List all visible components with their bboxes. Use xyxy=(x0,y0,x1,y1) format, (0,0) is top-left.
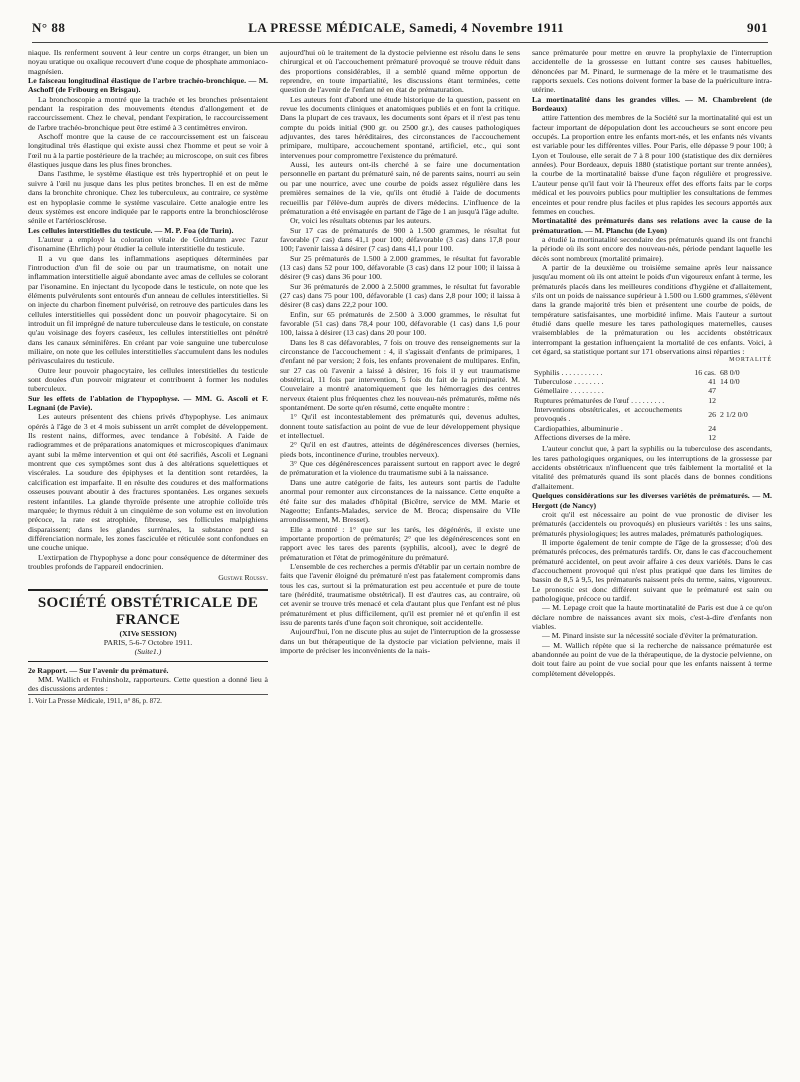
section-title: Sur les effets de l'ablation de l'hypophyse. — MM. G. Ascoli et F. Legnani (de Pavie). xyxy=(28,393,268,413)
society-heading-box xyxy=(28,589,268,662)
mortality-rate xyxy=(718,433,772,442)
paragraph: Dans l'asthme, le système élastique est très hypertrophié et on peut le suivre à l'œil nu jusque dans les plus petites bronches. Il en est de même dans la bronchite chronique. Chez les tuberculeux, au contraire, ce système est en hypoplasie comme le système vasculaire. Cette analogie entre les deux systèmes est encore indiquée par le rapports entre la bronchiosclérose sénile et l'artériosclérose. xyxy=(28,169,268,226)
paragraph: L'auteur a employé la coloration vitale de Goldmann avec l'azur d'isonamine (Ehrlich) pour étudier la cellule interstitielle du testicule. xyxy=(28,234,268,254)
paragraph: Sur 36 prématurés de 2.000 à 2.5000 grammes, le résultat fut favorable (27 cas) dans 75 pour 100, défavorable (1 cas) dans 2,8 pour 100; il laissa à désirer (8 cas) dans 22,2 pour 100. xyxy=(280,281,520,310)
cause-label: Tuberculose . . . . . . . . xyxy=(534,377,604,387)
table-row xyxy=(532,396,772,405)
mortality-rate xyxy=(718,396,772,405)
paragraph: L'auteur conclut que, à part la syphilis ou la tuberculose des ascendants, les tares pathologiques organiques, ou les interruptions de la grossesse par accidents obstétricaux n'influencent que très faiblement la mortalité et la vitalité des prématurés quand ils sont placés dans de bonnes conditions d'allaitement. xyxy=(532,444,772,491)
paragraph: Or, voici les résultats obtenus par les auteurs. xyxy=(290,216,432,226)
paragraph: Les auteurs présentent des chiens privés d'hypophyse. Les animaux opérés à l'âge de 3 et 4 mois subissent un arrêt complet de développement. Ils restent nains, difformes, avec tendance à l'obésité. A l'aide de radiogrammes et de préparations anatomiques et microscopiques d'animaux ayant subi la même intervention et qui ont été sacrifiés, Ascoli et Legnani montrent que ces symptômes sont dus à des altérations squelettiques et viscérales. La soudure des épiphyses et la dentition sont retardées, la calcification est imparfaite. Il en résulte des coudures et des malformations osseuses pouvant aboutir à des fractures spontanées. Les organes sexuels restent infantiles. La glande thyroïde présente une atrophie colloïde très marquée; le thymus réduit à un cinquième de son volume est en involution précoce, la rate est atrophiée, fibreuse, ses follicules malpighiens disparaissent; dans les glandes surrénales, la substance perd sa différenciation normale, les zones fasciculée et réticulée sont confondues en une couche unique. xyxy=(28,412,268,553)
table-row xyxy=(532,386,772,395)
paragraph: croit qu'il est nécessaire au point de vue pronostic de diviser les prématurés (accidentels ou provoqués) en plusieurs variétés : les uns sains, prématurés physiologiques; les autres malades, prématurés pathologiques. xyxy=(532,509,772,538)
journal-title: LA PRESSE MÉDICALE, Samedi, 4 Novembre 1911 xyxy=(248,20,565,35)
section-title: Les cellules interstitielles du testicule. — M. P. Foa (de Turin). xyxy=(28,225,234,235)
paragraph: Il importe également de tenir compte de l'âge de la grossesse; d'où des prématurés précoces, des prématurés tardifs. Or, dans le cas d'accouchement prématuré accidentel, on peut avoir affaire à ces deux variétés. Dans le cas d'accouchement provoqué qui n'est plus pratiqué que dans les limites de bassin de 8,5 à 9,5, les prématurés naissent près du terme, sains, vigoureux. Le pronostic est donc différent suivant que le prématuré est sain ou pathologique, précoce ou tardif. xyxy=(532,537,772,603)
column-1 xyxy=(28,48,268,1062)
case-count: 12 xyxy=(708,395,716,405)
paragraph: Les auteurs font d'abord une étude historique de la question, passent en revue les documents cliniques et anatomiques publiés et en font la critique. Dans la plupart de ces travaux, les documents sont épars et il n'est pas tenu compte du poids initial (900 gr. ou 2500 gr.), des causes pathologiques adjuvantes, des tares héréditaires, des circonstances de l'accouchement primipare, multipare, accouchement spontané, artificiel, etc., qui sont intervenues pour compromettre l'existence du prématuré. xyxy=(280,94,520,160)
paragraph: 3° Que ces dégénérescences paraissent surtout en rapport avec le degré de prématuration et la violence du traumatisme subi à la naissance. xyxy=(280,459,520,478)
paragraph: niaque. Ils renferment souvent à leur centre un corps étranger, un bien un noyau uratique ou oxalique recouvert d'une coque de phosphate ammoniaco-magnésien. xyxy=(28,48,268,76)
paragraph: — M. Wallich répète que si la recherche de naissance prématurée est abandonnée au point de vue de la thérapeutique, de la dystocie pelvienne, on doit tout faire au point de vue social pour que les enfants naissent à terme complètement développés. xyxy=(532,640,772,678)
mortality-table xyxy=(532,368,772,443)
article-columns xyxy=(28,48,772,1062)
paragraph: — M. Pinard insiste sur la nécessité sociale d'éviter la prématuration. xyxy=(542,631,758,641)
paragraph: — M. Lepage croit que la haute mortinatalité de Paris est due à ce qu'on déclare nombre de naissances avant six mois, c'est-à-dire d'enfants non viables. xyxy=(532,603,772,631)
column-2 xyxy=(280,48,520,1062)
session-label: (XIVe SESSION) xyxy=(119,628,177,638)
paragraph: 1° Qu'il est incontestablement des prématurés qui, devenus adultes, donnent toute satisfaction au point de vue de leur développement physique et intellectuel. xyxy=(280,412,520,441)
paragraph: Enfin, sur 65 prématurés de 2.500 à 3.000 grammes, le résultat fut favorable (51 cas) dans 78,4 pour 100, défavorable (1 cas) dans 1,6 pour 100, laissa à désirer (13 cas) dans 20 pour 100. xyxy=(280,309,520,338)
case-count: 16 cas. xyxy=(694,367,716,377)
paragraph: Aschoff montre que la cause de ce raccourcissement est un faisceau longitudinal très élastique qui existe aussi chez l'homme et peut se voir à l'œil nu à la partie postérieure de la trachée; au microscope, on suit ces fibres élastiques jusque dans les plus fines bronches. xyxy=(28,132,268,170)
paragraph: Sur 17 cas de prématurés de 900 à 1.500 grammes, le résultat fut favorable (7 cas) dans 41,1 pour 100; défavorable (3 cas) dans 17,8 pour 100; l'avenir laissa à désirer (7 cas) dans 41,1 pour 100. xyxy=(280,225,520,254)
society-title: SOCIÉTÉ OBSTÉTRICALE DE FRANCE xyxy=(37,594,259,628)
paragraph: 2° Qu'il en est d'autres, atteints de dégénérescences diverses (hernies, pieds bots, incontinence d'urine, troubles nerveux). xyxy=(280,440,520,459)
paragraph: Aujourd'hui, l'on ne discute plus au sujet de l'interruption de la grossesse dans un but thérapeutique de la dystocie par viciation pelvienne, mais il importe de préciser les inconvénients de la nais- xyxy=(280,627,520,655)
cause-label: Syphilis . . . . . . . . . . . xyxy=(534,367,603,377)
paragraph: Sur 25 prématurés de 1.500 à 2.000 grammes, le résultat fut favorable (13 cas) dans 52 pour 100, défavorable (3 cas) dans 12 pour 100; il laissa à désirer (9 cas) dans 36 pour 100. xyxy=(280,253,520,282)
paragraph: Il a vu que dans les inflammations aseptiques déterminées par l'introduction d'un fil de soie ou par un traumatisme, on notait une inflammation interstitielle aiguë abondante avec amas de cellules se colorant par l'isonamine. En injectant du lycopode dans le testicule, on note que les éléments pulvérulents sont entourés d'un anneau de cellules interstitielles. Si on injecte du charbon finement pulvérisé, on retrouve des particules dans les cellules interstitielles qui possèdent donc un pouvoir phagocytaire. Si on introduit un fil imprégné de nature tuberculeuse dans le testicule, on constate qu'au voisinage des foyers caséeux, les cellules interstitielles ont pénétré dans les canaux séminifères. En créant par voie sanguine une tuberculose miliaire, on note que les cellules interstitielles s'accumulent dans les nodules périvasculaires du testicule. xyxy=(28,253,268,366)
case-count: 24 xyxy=(708,423,716,433)
paragraph: Dans une autre catégorie de faits, les auteurs sont partis de l'adulte anormal pour remonter aux circonstances de la naissance. Cette enquête a été faite sur des malades d'hôpital (Bicêtre, service de MM. Marie et Nageotte; Enfants-Malades, service de M. Broca; dispensaire du VIIe arrondissement, M. Bresset). xyxy=(280,477,520,525)
table-row xyxy=(532,377,772,386)
page-header xyxy=(32,20,768,43)
cause-label: Cardiopathies, albuminurie . xyxy=(534,423,623,433)
mortality-rate: 2 1/2 0/0 xyxy=(720,409,748,419)
suite-label: (Suite1.) xyxy=(134,647,162,657)
section-title: La mortinatalité dans les grandes villes. — M. Chambrelent (de Bordeaux) xyxy=(532,94,772,114)
paragraph: Outre leur pouvoir phagocytaire, les cellules interstitielles du testicule sont douées d'un pouvoir migrateur et contribuent à former les nodules tuberculeux. xyxy=(28,365,268,394)
paragraph: Dans les 8 cas défavorables, 7 fois on trouve des renseignements sur la circonstance de l'accouchement : 4, il s'agissait d'enfants de primipares, 1 d'enfant né par version; 2 fois, les enfants provenaient de multipares. Enfin, sur 27 cas où l'avenir a laissé à désirer, 16 fois il y eut traumatisme obstétrical, 11 fois par intervention, 5 fois du fait de la primiparité. M. Couvelaire a montré anatomiquement que les hémorragies des centres nerveux étaient plus fréquentes chez les nouveau-nés prématurés, même nés spontanément. De sorte qu'en résumé, cette enquête montre : xyxy=(280,337,520,413)
paragraph: a étudié la mortinatalité secondaire des prématurés quand ils ont franchi la période où ils sont encore des nouveau-nés, période pendant laquelle les décès sont nombreux (mortalité primaire). xyxy=(532,234,772,263)
author-signature: Gustave Roussy. xyxy=(218,573,268,583)
paragraph: Elle a montré : 1° que sur les tarés, les dégénérés, il existe une importante proportion de prématurés; 2° que les dégénérescences sont en rapport avec les tares des parents (syphilis, alcool), avec le degré de prématuration et l'état de primogéniture du prématuré. xyxy=(280,524,520,562)
table-row xyxy=(532,368,772,377)
paragraph: L'extirpation de l'hypophyse a donc pour conséquence de déterminer des troubles profonds de l'appareil endocrinien. xyxy=(28,552,268,571)
mortality-rate xyxy=(718,424,772,433)
table-row xyxy=(532,424,772,433)
case-count: 12 xyxy=(708,433,716,443)
paragraph: attire l'attention des membres de la Société sur la mortinatalité qui est un facteur important de dépopulation dont les accoucheurs se sont encore peu occupés. La proportion entre les enfants mort-nés, et les enfants nés vivants est variable pour les différentes villes. Pour Paris, elle dépasse 9 pour 100; à Lyon et Toulouse, elle serait de 7 à 8 pour 100 (statistique des dix dernières années). Pour Bordeaux, depuis 1880 (statistique portant sur trente années), la courbe de la mortinatalité baisse d'une façon régulière et progressive. L'auteur pense qu'il faut voir là l'heureux effet des efforts faits par le corps médical et les pouvoirs publics pour multiplier les consultations de femmes enceintes et pour rendre plus faciles et plus rapides les secours apportés aux femmes en couches. xyxy=(532,113,772,216)
footnote: 1. Voir La Presse Médicale, 1911, n° 86, p. 872. xyxy=(28,694,268,706)
report-title: 2e Rapport. — Sur l'avenir du prématuré. xyxy=(28,665,169,675)
mortality-rate xyxy=(718,386,772,395)
paragraph: L'ensemble de ces recherches a permis d'établir par un certain nombre de faits que l'avenir éloigné du prématuré n'est pas fatalement compromis dans tous les cas, surtout si la prématuration est peu accentuée et pure de toute tare (hérédité, traumatisme obstétrical). Il est d'autres cas, au contraire, où cet avenir se trouve très menacé et cela d'autant plus que l'enfant est né plus prématurément et plus difficilement, qu'il est premier né et qu'enfin il est issu de parents tarés d'une façon soit chronique, soit accidentelle. xyxy=(280,561,520,627)
case-count: 26 xyxy=(708,409,716,419)
case-count: 41 xyxy=(708,377,716,387)
column-3 xyxy=(532,48,772,1062)
cause-label: Gémellaire . . . . . . . . . xyxy=(534,386,604,396)
page-number: 901 xyxy=(747,20,768,35)
issue-number: N° 88 xyxy=(32,20,66,35)
mortality-rate: 14 0/0 xyxy=(720,377,740,387)
cause-label: Ruptures prématurées de l'œuf . . . . . . . . . xyxy=(534,395,665,405)
section-title: Le faisceau longitudinal élastique de l'arbre trachéo-bronchique. — M. Aschoff (de Fribourg en Brisgau). xyxy=(28,76,268,95)
paragraph: Aussi, les auteurs ont-ils cherché à se faire une documentation personnelle en partant du prématuré sain, né de parents sains, nourri au sein ou par une nourrice, avec une courbe de poids assez régulière dans les premières semaines de la vie, qu'ils ont étudié à l'aide de documents recueillis par l'élève-dum auprès de divers médecins. L'influence de la prématuration a été envisagée en partant de l'âge de 1 an jusqu'à l'âge adulte. xyxy=(280,160,520,216)
section-title: Quelques considérations sur les diverses variétés de prématurés. — M. Hergott (de Nancy) xyxy=(532,491,772,510)
paragraph: aujourd'hui où le traitement de la dystocie pelvienne est résolu dans le sens chirurgical et où l'accouchement prématuré provoqué se trouve réduit dans des proportions considérables, il a semblé quand même opportun de reprendre, en toute impartialité, les discussions étant terminées, cette question de l'avenir de l'enfant né en état de prématuration. xyxy=(280,48,520,95)
cause-label: Interventions obstétricales, et accouchements provoqués . xyxy=(534,405,682,424)
mortality-column-heading: MORTALITÉ xyxy=(729,357,772,364)
table-row xyxy=(532,405,772,424)
paragraph: La bronchoscopie a montré que la trachée et les bronches présentaient pendant la respiration des mouvements étendus d'allongement et de raccourcissement. Chez le cheval, pendant l'expiration, le raccourcissement de l'arbre trachéo-bronchique peut être estimé à 3 centimètres environ. xyxy=(28,94,268,132)
section-title: Mortinatalité des prématurés dans ses relations avec la cause de la prématuration. — M. Planchu (de Lyon) xyxy=(532,216,772,235)
table-row xyxy=(532,433,772,442)
session-dates: PARIS, 5-6-7 Octobre 1911. xyxy=(103,637,193,647)
mortality-rate: 68 0/0 xyxy=(720,367,740,377)
cause-label: Affections diverses de la mère. xyxy=(534,433,631,443)
paragraph: sance prématurée pour mettre en œuvre la prophylaxie de l'interruption accidentelle de la grossesse en luttant contre ses causes habituelles, dénoncées par M. Pinard, le surmenage de la mère et le traumatisme des rapports sexuels. Ces notions doivent former la base de la puériculture intra-utérine. xyxy=(532,48,772,95)
paragraph: MM. Wallich et Fruhinsholz, rapporteurs. Cette question a donné lieu à des discussions ardentes : xyxy=(28,674,268,694)
case-count: 47 xyxy=(708,386,716,396)
paragraph: A partir de la deuxième ou troisième semaine après leur naissance jusqu'au moment où ils ont atteint le poids d'un vigoureux enfant à terme, les prématurés placés dans les meilleures conditions d'hygiène et d'allaitement, s'ils ont un poids de naissance supérieur à 1.500 ou 1.600 grammes, s'élèvent dans la grande majorité très bien et présentent une courbe de poids, de température satisfaisantes, une morbidité infime. Mais l'auteur a surtout étudié dans quelle mesure les tares pathologiques maternelles, causes vraisemblables de la prématuration ou les accidents obstétricaux interrompant la gestation influençaient la mortalité de ces enfants. Voici, à cet égard, sa statistique portant sur 171 observations ainsi réparties : xyxy=(532,262,772,356)
